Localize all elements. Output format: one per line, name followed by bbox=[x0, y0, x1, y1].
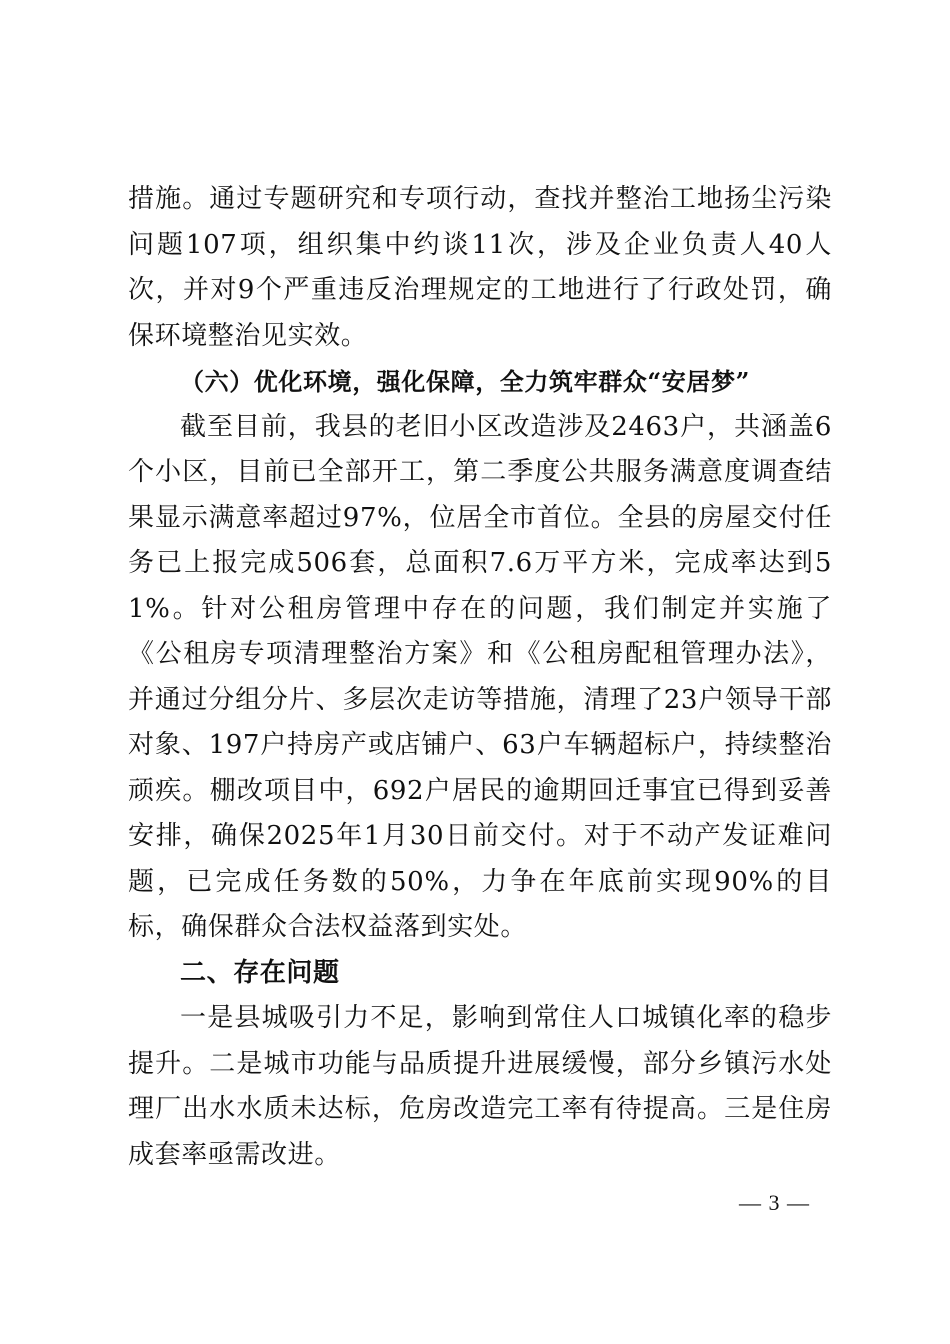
section-heading-problems: 二、存在问题 bbox=[180, 957, 340, 988]
document-body bbox=[128, 177, 832, 1178]
paragraph-dust-control: 措施。通过专题研究和专项行动，查找并整治工地扬尘污染问题107项，组织集中约谈11次，涉及企业负责人40人次，并对9个严重违反治理规定的工地进行了行政处罚，确保环境整治见实效。 bbox=[128, 184, 832, 351]
paragraph-problems: 一是县城吸引力不足，影响到常住人口城镇化率的稳步提升。二是城市功能与品质提升进展缓慢，部分乡镇污水处理厂出水水质未达标，危房改造完工率有待提高。三是住房成套率亟需改进。 bbox=[128, 1003, 832, 1170]
page-number: — 3 — bbox=[739, 1190, 810, 1215]
section-heading-housing: （六）优化环境，强化保障，全力筑牢群众“安居梦” bbox=[180, 367, 751, 396]
paragraph-housing-progress: 截至目前，我县的老旧小区改造涉及2463户，共涵盖6个小区，目前已全部开工，第二季度公共服务满意度调查结果显示满意率超过97%，位居全市首位。全县的房屋交付任务已上报完成506套，总面积7.6万平方米，完成率达到51%。针对公租房管理中存在的问题，我们制定并实施了《公租房专项清理整治方案》和《公租房配租管理办法》，并通过分组分片、多层次走访等措施，清理了23户领导干部对象、197户持房产或店铺户、63户车辆超标户，持续整治顽疾。棚改项目中，692户居民的逾期回迁事宜已得到妥善安排，确保2025年1月30日前交付。对于不动产发证难问题，已完成任务数的50%，力争在年底前实现90%的目标，确保群众合法权益落到实处。 bbox=[128, 411, 832, 942]
